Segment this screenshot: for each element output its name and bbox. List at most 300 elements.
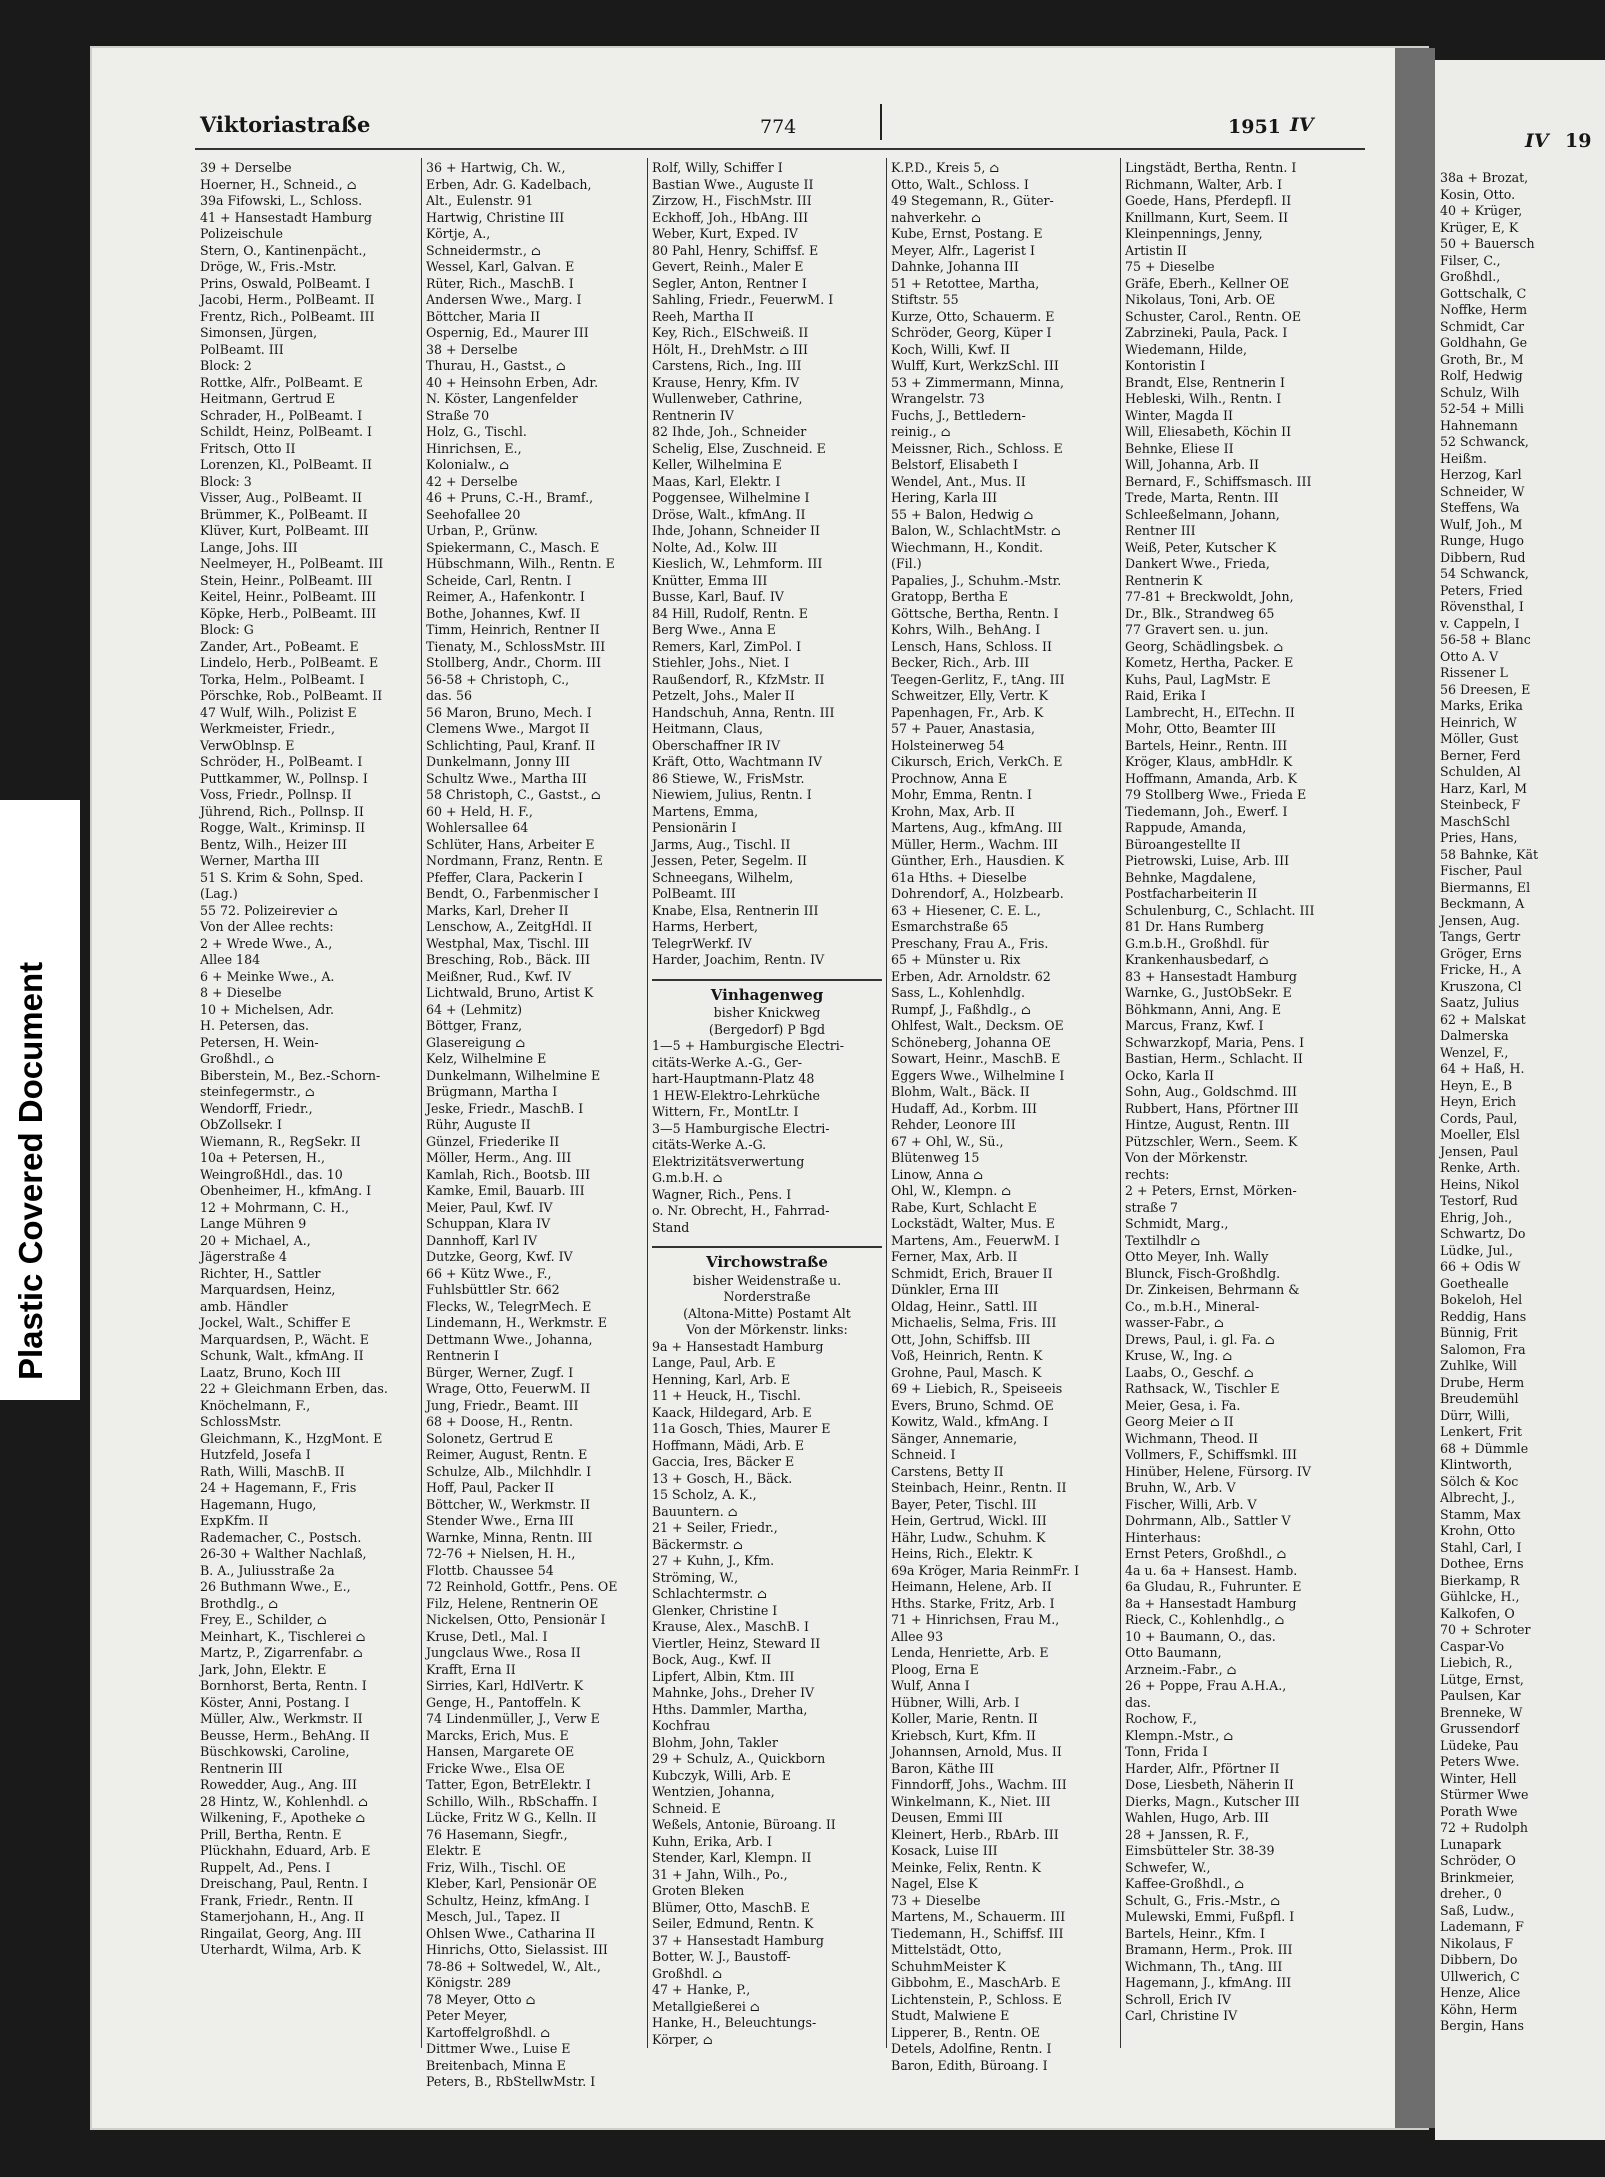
directory-entry: Blohm, Walt., Bäck. II (891, 1084, 1030, 1099)
directory-entry: Böttger, Franz, (426, 1018, 523, 1033)
directory-entry: Arzneim.-Fabr., ⌂ (1125, 1661, 1237, 1677)
directory-entry: 86 Stiewe, W., FrisMstr. (652, 770, 805, 786)
directory-entry: Heimann, Helene, Arb. II (891, 1579, 1052, 1594)
directory-entry: Vollmers, F., Schiffsmkl. III (1125, 1447, 1298, 1462)
directory-entry: Rentnerin K (1125, 572, 1203, 588)
directory-entry: Marks, Erika (1440, 698, 1523, 713)
directory-entry: v. Cappeln, I (1440, 615, 1520, 631)
directory-entry: 31 + Jahn, Wilh., Po., (652, 1866, 788, 1882)
directory-entry: Segler, Anton, Rentner I (652, 275, 807, 291)
directory-entry: Harms, Herbert, (652, 919, 758, 934)
directory-entry: Großhdl., ⌂ (200, 1051, 274, 1066)
directory-entry: Biermanns, El (1440, 879, 1531, 895)
directory-entry: Viertler, Heinz, Steward II (652, 1635, 821, 1651)
directory-entry: 26 Buthmann Wwe., E., (200, 1579, 351, 1594)
directory-entry: Kleinpennings, Jenny, (1125, 226, 1263, 241)
directory-entry: Lichtwald, Bruno, Artist K (426, 985, 594, 1000)
directory-entry: Jührend, Rich., Pollnsp. II (200, 803, 364, 819)
directory-entry: Eimsbütteler Str. 38-39 (1125, 1843, 1275, 1858)
directory-entry: Weber, Kurt, Exped. IV (652, 226, 798, 241)
directory-entry: Dothee, Erns (1440, 1556, 1524, 1571)
directory-entry: Gratopp, Bertha E (891, 589, 1008, 604)
directory-entry: ObZollsekr. I (200, 1117, 282, 1132)
section-rule (652, 979, 882, 981)
directory-entry: Hoff, Paul, Packer II (426, 1480, 555, 1495)
directory-entry: Fritsch, Otto II (200, 440, 296, 456)
directory-entry: Meinhart, K., Tischlerei ⌂ (200, 1628, 366, 1644)
directory-entry: Möller, Gust (1440, 731, 1519, 746)
directory-entry: Kleber, Karl, Pensionär OE (426, 1876, 597, 1891)
directory-entry: Steinbeck, F (1440, 797, 1521, 812)
directory-entry: Moeller, Elsl (1440, 1127, 1520, 1142)
directory-entry: Rubbert, Hans, Pförtner III (1125, 1100, 1299, 1116)
directory-entry: Ferner, Max, Arb. II (891, 1249, 1018, 1264)
directory-entry: Fricke, H., A (1440, 962, 1522, 977)
directory-entry: Friz, Wilh., Tischl. OE (426, 1859, 566, 1875)
directory-entry: Seiler, Edmund, Rentn. K (652, 1916, 814, 1931)
directory-entry: o. Nr. Obrecht, H., Fahrrad- (652, 1203, 830, 1218)
directory-entry: Otto, Walt., Schloss. I (891, 176, 1029, 192)
directory-entry: Hähr, Ludw., Schuhm. K (891, 1529, 1046, 1545)
directory-entry: Klüver, Kurt, PolBeamt. III (200, 523, 369, 538)
directory-entry: Becker, Rich., Arb. III (891, 655, 1030, 670)
directory-entry: Kalkofen, O (1440, 1605, 1515, 1621)
directory-entry: 70 + Schroter (1440, 1622, 1531, 1637)
directory-entry: 36 + Hartwig, Ch. W., (426, 160, 566, 175)
directory-entry: Scheide, Carl, Rentn. I (426, 572, 572, 588)
directory-entry: Martens, M., Schauerm. III (891, 1909, 1066, 1924)
directory-entry: Krohn, Otto (1440, 1523, 1516, 1538)
directory-entry: Marks, Karl, Dreher II (426, 902, 569, 918)
directory-entry: MaschSchl (1440, 813, 1510, 829)
directory-entry: Papalies, J., Schuhm.-Mstr. (891, 572, 1062, 588)
directory-entry: Tienaty, M., SchlossMstr. III (426, 638, 606, 654)
directory-entry: Biberstein, M., Bez.-Schorn- (200, 1067, 381, 1083)
directory-entry: Peter Meyer, (426, 2008, 508, 2023)
directory-entry: Will, Johanna, Arb. II (1125, 457, 1259, 472)
directory-entry: Jensen, Aug. (1440, 912, 1520, 928)
directory-entry: Wohlersallee 64 (426, 820, 529, 835)
directory-entry: Dalmerska (1440, 1028, 1509, 1043)
directory-entry: Dröge, W., Fris.-Mstr. (200, 259, 337, 274)
directory-entry: Fuchs, J., Bettledern- (891, 407, 1026, 423)
directory-entry: Breitenbach, Minna E (426, 2057, 566, 2073)
directory-entry: Lange, Paul, Arb. E (652, 1355, 776, 1370)
directory-entry: Kowitz, Wald., kfmAng. I (891, 1414, 1049, 1429)
directory-entry: Knillmann, Kurt, Seem. II (1125, 209, 1289, 225)
directory-entry: Petersen, H. Wein- (200, 1034, 319, 1050)
directory-entry: Kruse, Detl., Mal. I (426, 1628, 548, 1644)
directory-entry: Schuppan, Klara IV (426, 1216, 551, 1231)
directory-entry: Steinbach, Heinr., Rentn. II (891, 1480, 1067, 1495)
directory-entry: 2 + Peters, Ernst, Mörken- (1125, 1183, 1297, 1198)
directory-entry: Detels, Adolfine, Rentn. I (891, 2041, 1052, 2056)
directory-entry: Hübner, Willi, Arb. I (891, 1694, 1020, 1710)
directory-entry: Frentz, Rich., PolBeamt. III (200, 308, 375, 324)
directory-entry: 68 + Doose, H., Rentn. (426, 1414, 573, 1429)
directory-entry: Bornhorst, Berta, Rentn. I (200, 1678, 367, 1693)
directory-entry: Weßels, Antonie, Büroang. II (652, 1817, 836, 1832)
directory-entry: Blohm, John, Takler (652, 1734, 778, 1750)
directory-entry: SchuhmMeister K (891, 1958, 1006, 1974)
directory-entry: N. Köster, Langenfelder (426, 391, 578, 406)
directory-entry: Bock, Aug., Kwf. II (652, 1652, 772, 1667)
directory-entry: Johannsen, Arnold, Mus. II (891, 1744, 1062, 1759)
directory-entry: Dettmann Wwe., Johanna, (426, 1331, 593, 1347)
directory-entry: 27 + Kuhn, J., Kfm. (652, 1553, 775, 1568)
directory-entry: Esmarchstraße 65 (891, 919, 1009, 934)
directory-entry: Reeh, Martha II (652, 308, 754, 324)
directory-entry: 49 Stegemann, R., Güter- (891, 193, 1054, 208)
directory-entry: Blümer, Otto, MaschB. E (652, 1899, 810, 1915)
directory-entry: Stürmer Wwe (1440, 1787, 1529, 1802)
directory-entry: Meissner, Rich., Schloss. E (891, 440, 1063, 456)
directory-entry: Wiedemann, Hilde, (1125, 341, 1247, 357)
directory-entry: H. Petersen, das. (200, 1018, 309, 1033)
directory-entry: Koller, Marie, Rentn. II (891, 1711, 1038, 1726)
directory-entry: Böttcher, Maria II (426, 308, 541, 324)
directory-entry: Schneegans, Wilhelm, (652, 869, 794, 885)
directory-entry: Dreischang, Paul, Rentn. I (200, 1876, 368, 1891)
directory-entry: Dankert Wwe., Frieda, (1125, 556, 1270, 571)
directory-entry: Schultz, Heinz, kfmAng. I (426, 1892, 590, 1908)
directory-entry: Rentnerin III (200, 1760, 283, 1776)
directory-entry: Block: G (200, 622, 254, 637)
directory-entry: Reimer, August, Rentn. E (426, 1447, 588, 1462)
directory-entry: 2 + Wrede Wwe., A., (200, 935, 333, 951)
directory-entry: 69 + Liebich, R., Speiseeis (891, 1381, 1063, 1396)
directory-entry: Ohl, W., Klempn. ⌂ (891, 1183, 1011, 1198)
directory-entry: Rissener L (1440, 665, 1508, 680)
directory-entry: Richter, H., Sattler (200, 1265, 321, 1281)
directory-entry: Hinrichsen, E., (426, 440, 522, 456)
directory-entry: Steffens, Wa (1440, 500, 1520, 515)
directory-entry: 4a u. 6a + Hansest. Hamb. (1125, 1562, 1298, 1578)
directory-entry: Stamerjohann, H., Ang. II (200, 1909, 365, 1924)
directory-entry: Dr., Blk., Strandweg 65 (1125, 605, 1275, 621)
directory-entry: Kurze, Otto, Schauerm. E (891, 308, 1055, 324)
directory-entry: 21 + Seiler, Friedr., (652, 1520, 778, 1535)
directory-entry: 37 + Hansestadt Hamburg (652, 1932, 824, 1948)
directory-entry: Lange Mühren 9 (200, 1216, 307, 1231)
directory-entry: 82 Ihde, Joh., Schneider (652, 424, 807, 439)
directory-entry: Frey, E., Schilder, ⌂ (200, 1612, 327, 1627)
directory-entry: Richmann, Walter, Arb. I (1125, 176, 1283, 192)
directory-entry: Bäckermstr. ⌂ (652, 1536, 743, 1552)
directory-entry: Timm, Heinrich, Rentner II (426, 622, 600, 637)
directory-entry: Wulf, Anna I (891, 1678, 970, 1693)
section-title: Vinhagenweg (710, 985, 824, 1004)
directory-entry: Stender, Karl, Klempn. II (652, 1850, 812, 1865)
directory-entry: Rentnerin IV (652, 407, 734, 423)
directory-entry: Stiftstr. 55 (891, 292, 959, 307)
directory-entry: Stollberg, Andr., Chorm. III (426, 655, 602, 670)
section-subtitle: bisher Knickweg (713, 1005, 821, 1020)
directory-entry: Martz, P., Zigarrenfabr. ⌂ (200, 1645, 363, 1660)
directory-entry: Wessel, Karl, Galvan. E (426, 259, 575, 274)
directory-entry: Dibbern, Do (1440, 1952, 1518, 1967)
directory-entry: Lenkert, Frit (1440, 1424, 1522, 1439)
directory-entry: 12 + Mohrmann, C. H., (200, 1199, 350, 1215)
directory-entry: Raid, Erika I (1125, 688, 1206, 703)
directory-entry: Sass, L., Kohlenhdlg. (891, 985, 1026, 1000)
directory-entry: Gaccia, Ires, Bäcker E (652, 1454, 795, 1469)
directory-entry: Noffke, Herm (1440, 302, 1528, 317)
directory-entry: Reddig, Hans (1440, 1308, 1527, 1324)
directory-entry: Hansen, Margarete OE (426, 1744, 575, 1759)
directory-entry: Rath, Willi, MaschB. II (200, 1463, 345, 1479)
directory-entry: Kuhs, Paul, LagMstr. E (1125, 671, 1271, 687)
directory-entry: Wulf, Joh., M (1440, 516, 1523, 532)
directory-entry: Hudaff, Ad., Korbm. III (891, 1100, 1037, 1116)
directory-entry: Schmidt, Car (1440, 318, 1525, 334)
directory-entry: Lunapark (1440, 1836, 1502, 1852)
directory-entry: Rüter, Rich., MaschB. I (426, 275, 574, 291)
directory-entry: Filz, Helene, Rentnerin OE (426, 1595, 599, 1611)
directory-entry: Ringailat, Georg, Ang. III (200, 1925, 362, 1941)
directory-entry: Fischer, Paul (1440, 863, 1523, 878)
directory-entry: Heins, Rich., Elektr. K (891, 1546, 1033, 1561)
book-gutter (1395, 48, 1435, 2128)
directory-entry: Caspar-Vo (1440, 1638, 1505, 1654)
directory-entry: Rumpf, J., Faßhdlg., ⌂ (891, 1001, 1031, 1017)
directory-entry: Erben, Adr. Arnoldstr. 62 (891, 968, 1051, 984)
directory-entry: Peters, Fried (1440, 582, 1523, 598)
column-1 (200, 160, 418, 2050)
directory-entry: Pietrowski, Luise, Arb. III (1125, 853, 1290, 868)
directory-entry: Flottb. Chaussee 54 (426, 1562, 554, 1578)
directory-entry: Meier, Gesa, i. Fa. (1125, 1397, 1241, 1413)
column-divider (886, 158, 887, 2048)
directory-entry: Wenzel, F., (1440, 1044, 1509, 1060)
directory-entry: Schlichting, Paul, Kranf. II (426, 737, 596, 753)
directory-entry: Lichtenstein, P., Schloss. E (891, 1991, 1062, 2007)
directory-entry: 58 Bahnke, Kät (1440, 846, 1539, 862)
directory-entry: Goldhahn, Ge (1440, 335, 1528, 350)
directory-entry: 72 + Rudolph (1440, 1820, 1529, 1835)
directory-entry: Zirzow, H., FischMstr. III (652, 193, 812, 208)
directory-entry: Fricke Wwe., Elsa OE (426, 1760, 565, 1776)
directory-entry: Eckhoff, Joh., HbAng. III (652, 209, 809, 225)
directory-entry: Hinüber, Helene, Fürsorg. IV (1125, 1463, 1311, 1479)
directory-entry: Prochnow, Anna E (891, 770, 1008, 786)
directory-entry: Rieck, C., Kohlenhdlg., ⌂ (1125, 1612, 1285, 1627)
directory-entry: 69a Kröger, Maria ReinmFr. I (891, 1562, 1080, 1578)
directory-entry: 8a + Hansestadt Hamburg (1125, 1595, 1297, 1611)
directory-entry: Rövensthal, I (1440, 599, 1524, 614)
directory-entry: Georg Meier ⌂ II (1125, 1414, 1234, 1429)
directory-entry: Warnke, Minna, Rentn. III (426, 1529, 593, 1545)
directory-entry: Bayer, Peter, Tischl. III (891, 1496, 1037, 1512)
directory-entry: Kelz, Wilhelmine E (426, 1051, 547, 1066)
directory-entry: WeingroßHdl., das. 10 (200, 1166, 343, 1182)
directory-entry: Dohrmann, Alb., Sattler V (1125, 1513, 1291, 1528)
directory-entry: Bürger, Werner, Zugf. I (426, 1364, 574, 1380)
directory-entry: Behnke, Eliese II (1125, 440, 1234, 456)
directory-entry: 28 Hintz, W., Kohlenhdl. ⌂ (200, 1793, 368, 1809)
directory-entry: Goede, Hans, Pferdepfl. II (1125, 193, 1292, 208)
directory-entry: 26-30 + Walther Nachlaß, (200, 1546, 367, 1561)
directory-entry: Brügmann, Martha I (426, 1084, 558, 1099)
directory-entry: 52 Schwanck, (1440, 434, 1529, 449)
directory-entry: Ospernig, Ed., Maurer III (426, 325, 589, 340)
directory-entry: Wiechmann, H., Kondit. (891, 539, 1043, 555)
directory-entry: Bramann, Herm., Prok. III (1125, 1942, 1293, 1957)
directory-entry: Genge, H., Pantoffeln. K (426, 1694, 581, 1710)
directory-entry: Harz, Karl, M (1440, 780, 1528, 796)
directory-entry: Kaack, Hildegard, Arb. E (652, 1404, 812, 1420)
directory-entry: 55 + Balon, Hedwig ⌂ (891, 506, 1034, 522)
directory-entry: reinig., ⌂ (891, 424, 951, 439)
directory-entry: Königstr. 289 (426, 1975, 512, 1990)
directory-entry: Martens, Aug., kfmAng. III (891, 820, 1063, 835)
directory-entry: Schröder, Georg, Küper I (891, 325, 1052, 340)
directory-entry: Ullwerich, C (1440, 1968, 1520, 1984)
directory-entry: 62 + Malskat (1440, 1011, 1526, 1027)
directory-entry: 38a + Brozat, (1440, 170, 1529, 185)
directory-entry: Kohrs, Wilh., BehAng. I (891, 622, 1041, 637)
directory-entry: Bothe, Johannes, Kwf. II (426, 605, 581, 621)
directory-entry: Sohn, Aug., Goldschmd. III (1125, 1084, 1298, 1099)
directory-entry: Hutzfeld, Josefa I (200, 1447, 311, 1462)
directory-entry: Remers, Karl, ZimPol. I (652, 638, 802, 654)
directory-entry: Plückhahn, Eduard, Arb. E (200, 1843, 371, 1858)
section-title: Virchowstraße (706, 1253, 828, 1271)
directory-entry: Lütge, Ernst, (1440, 1671, 1524, 1687)
directory-entry: Linow, Anna ⌂ (891, 1166, 983, 1182)
directory-entry: Pörschke, Rob., PolBeamt. II (200, 688, 383, 703)
header-year: 1951 (1228, 116, 1281, 138)
directory-entry: Rolf, Willy, Schiffer I (652, 160, 783, 175)
directory-entry: Tangs, Gertr (1440, 929, 1521, 944)
directory-entry: Spiekermann, C., Masch. E (426, 539, 600, 555)
directory-entry: Kriebsch, Kurt, Kfm. II (891, 1727, 1036, 1743)
directory-entry: Bastian, Herm., Schlacht. II (1125, 1051, 1303, 1066)
directory-entry: Herzog, Karl (1440, 467, 1522, 482)
directory-entry: Porath Wwe (1440, 1803, 1518, 1819)
directory-entry: Dose, Liesbeth, Näherin II (1125, 1777, 1294, 1792)
directory-entry: Teegen-Gerlitz, F., tAng. III (891, 671, 1065, 687)
column-5 (1125, 160, 1357, 2050)
directory-entry: Marcks, Erich, Mus. E (426, 1727, 569, 1743)
directory-entry: 72 Reinhold, Gottfr., Pens. OE (426, 1579, 618, 1594)
directory-entry: Kolonialw., ⌂ (426, 457, 509, 472)
directory-entry: 51 + Retottee, Martha, (891, 275, 1040, 291)
directory-entry: Sowart, Heinr., MaschB. E (891, 1051, 1061, 1066)
directory-entry: Stahl, Carl, I (1440, 1539, 1522, 1555)
directory-entry: 67 + Ohl, W., Sü., (891, 1133, 1004, 1149)
directory-entry: 71 + Hinrichsen, Frau M., (891, 1612, 1060, 1627)
directory-entry: Testorf, Rud (1440, 1193, 1518, 1208)
directory-entry: 9a + Hansestadt Hamburg (652, 1338, 824, 1354)
directory-entry: Martens, Am., FeuerwM. I (891, 1232, 1060, 1248)
directory-entry: Visser, Aug., PolBeamt. II (200, 490, 362, 505)
directory-entry: 68 + Dümmle (1440, 1440, 1529, 1456)
directory-entry: 13 + Gosch, H., Bäck. (652, 1470, 793, 1486)
directory-entry: TelegrWerkf. IV (652, 935, 752, 951)
directory-entry: Kieslich, W., Lehmform. III (652, 556, 823, 571)
directory-entry: wasser-Fabr., ⌂ (1125, 1315, 1224, 1330)
directory-entry: Kosack, Luise III (891, 1843, 998, 1858)
directory-entry: Kamke, Emil, Bauarb. III (426, 1183, 585, 1198)
directory-entry: Otto Baumann, (1125, 1645, 1222, 1660)
directory-entry: Jarms, Aug., Tischl. II (652, 836, 791, 852)
directory-entry: Kuhn, Erika, Arb. I (652, 1833, 773, 1849)
directory-entry: Saatz, Julius (1440, 995, 1520, 1010)
directory-entry: Mohr, Otto, Beamter III (1125, 721, 1276, 736)
directory-entry: nahverkehr. ⌂ (891, 209, 981, 225)
directory-entry: Gühlcke, H., (1440, 1589, 1520, 1604)
directory-entry: Ehrig, Joh., (1440, 1209, 1513, 1225)
directory-entry: Hths. Dammler, Martha, (652, 1701, 808, 1717)
header-district: IV (1290, 114, 1314, 136)
directory-entry: Ihde, Johann, Schneider II (652, 523, 820, 538)
directory-entry: Heins, Nikol (1440, 1176, 1520, 1192)
directory-entry: Holsteinerweg 54 (891, 737, 1005, 753)
directory-entry: Glasereigung ⌂ (426, 1034, 525, 1050)
directory-entry: Lambrecht, H., ElTechn. II (1125, 704, 1295, 720)
directory-entry: Simonsen, Jürgen, (200, 325, 318, 340)
directory-entry: Wiemann, R., RegSekr. II (200, 1133, 361, 1149)
directory-entry: Solonetz, Gertrud E (426, 1430, 554, 1446)
directory-entry: Finndorff, Johs., Wachm. III (891, 1777, 1067, 1792)
directory-entry: Schunk, Walt., kfmAng. II (200, 1348, 364, 1363)
directory-entry: Sölch & Koc (1440, 1473, 1519, 1489)
directory-entry: Hagemann, Hugo, (200, 1496, 317, 1512)
directory-entry: Klintworth, (1440, 1457, 1513, 1472)
directory-entry: 10 + Michelsen, Adr. (200, 1001, 334, 1017)
directory-entry: Kleinert, Herb., RbArb. III (891, 1826, 1059, 1842)
directory-entry: Knöchelmann, F., (200, 1397, 311, 1413)
directory-entry: 52-54 + Milli (1440, 401, 1524, 416)
directory-entry: Lüdeke, Pau (1440, 1737, 1519, 1753)
directory-entry: Wendorff, Friedr., (200, 1100, 313, 1116)
directory-entry: Kube, Ernst, Postang. E (891, 226, 1043, 241)
directory-entry: Krafft, Erna II (426, 1661, 516, 1677)
directory-entry: Bentz, Wilh., Heizer III (200, 836, 347, 852)
directory-entry: 24 + Hagemann, F., Fris (200, 1480, 357, 1495)
directory-entry: Erben, Adr. G. Kadelbach, (426, 176, 592, 192)
directory-entry: Hartwig, Christine III (426, 209, 565, 225)
directory-entry: Brinkmeier, (1440, 1869, 1515, 1885)
directory-entry: Evers, Bruno, Schmd. OE (891, 1397, 1054, 1413)
directory-entry: Krause, Henry, Kfm. IV (652, 374, 800, 390)
directory-entry: das. (1125, 1694, 1152, 1710)
directory-entry: Stein, Heinr., PolBeamt. III (200, 572, 373, 588)
directory-entry: Schulze, Alb., Milchhdlr. I (426, 1463, 592, 1479)
stamp-label: Plastic Covered Document (12, 961, 49, 1380)
directory-entry: Hering, Karla III (891, 490, 998, 505)
directory-entry: 38 + Derselbe (426, 341, 518, 357)
directory-entry: Berner, Ferd (1440, 747, 1521, 763)
column-divider (421, 158, 422, 2048)
center-mark (880, 104, 882, 140)
directory-entry: Martens, Emma, (652, 803, 759, 819)
directory-entry: 6a Gludau, R., Fuhrunter. E (1125, 1579, 1302, 1594)
directory-entry: Bierkamp, R (1440, 1572, 1520, 1588)
directory-entry: Baron, Edith, Büroang. I (891, 2057, 1048, 2073)
directory-entry: Raußendorf, R., KfzMstr. II (652, 671, 825, 687)
directory-entry: Ploog, Erna E (891, 1661, 979, 1677)
directory-entry: Nagel, Else K (891, 1876, 978, 1891)
directory-entry: Thurau, H., Gastst., ⌂ (426, 358, 566, 373)
directory-entry: Schulz, Wilh (1440, 384, 1520, 400)
directory-entry: Gräfe, Eberh., Kellner OE (1125, 275, 1290, 291)
directory-entry: Tiedemann, H., Schiffsf. III (891, 1925, 1064, 1941)
directory-entry: Wahlen, Hugo, Arb. III (1125, 1810, 1269, 1825)
directory-entry: Brothdlg., ⌂ (200, 1595, 278, 1611)
directory-entry: 56-58 + Christoph, C., (426, 671, 570, 687)
